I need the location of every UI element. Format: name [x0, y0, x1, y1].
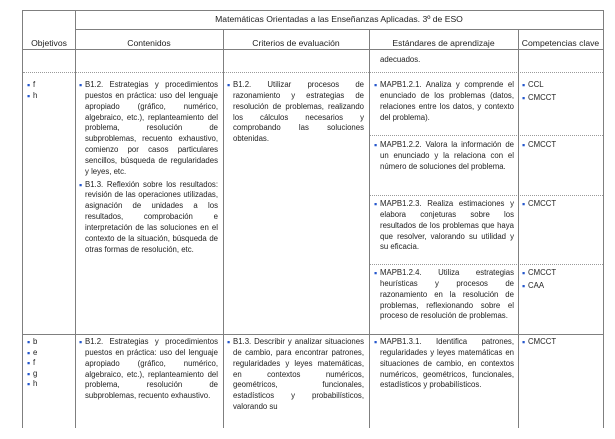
row1-competencias-1 — [522, 80, 598, 104]
list-item: ▪ CMCCT — [522, 92, 557, 103]
list-item: ▪ MAPB1.3.1. Identifica patrones, regularidades y leyes matemáticas en situaciones de cambio, en contextos numéricos, geométricos, funcionales, estadísticos y probabilísticos. — [374, 337, 514, 390]
list-item: ▪ g — [27, 368, 38, 379]
list-item: ▪ MAPB1.2.3. Realiza estimaciones y elabora conjeturas sobre los resultados de los problemas que haya que resolver, valorando su utilidad y su eficacia. — [374, 199, 514, 252]
bullet-icon: ▪ — [522, 337, 526, 347]
bullet-icon: ▪ — [522, 199, 526, 209]
list-item: ▪ CAA — [522, 280, 545, 291]
title-divider — [75, 29, 603, 30]
row1-estandar-2 — [374, 140, 514, 173]
bullet-icon: ▪ — [27, 337, 31, 347]
header-competencias: Competencias clave — [521, 38, 600, 48]
standard-divider — [369, 195, 603, 196]
row2-competencias — [522, 337, 598, 348]
standard-divider — [369, 264, 603, 265]
row1-contenidos — [79, 80, 218, 256]
list-item: ▪ h — [27, 90, 38, 101]
bullet-icon: ▪ — [522, 92, 526, 103]
bullet-icon: ▪ — [522, 280, 526, 291]
list-item: ▪ f — [27, 80, 36, 90]
bullet-icon: ▪ — [374, 80, 378, 90]
bullet-icon: ▪ — [79, 80, 83, 90]
list-item: ▪ CCL — [522, 80, 544, 90]
row1-competencias-3 — [522, 199, 598, 210]
list-item: ▪ CMCCT — [522, 337, 557, 347]
list-item: ▪ B1.2. Estrategias y procedimientos puestos en práctica: uso del lenguaje apropiado (gráfico, numérico, algebraico, etc.), replanteamiento del problema, resolución de subproblemas, recuento exhaustivo. — [79, 337, 218, 401]
bullet-icon: ▪ — [79, 337, 83, 347]
curriculum-table — [22, 10, 604, 428]
row2-objetivos — [27, 337, 69, 390]
bullet-icon: ▪ — [522, 80, 526, 90]
list-item: ▪ MAPB1.2.4. Utiliza estrategias heurísticas y procesos de razonamiento en la resolución de problemas, reflexionando sobre el proceso de resolución de problemas. — [374, 268, 514, 321]
column-divider — [369, 29, 370, 428]
bullet-icon: ▪ — [374, 140, 378, 150]
list-item: ▪ CMCCT — [522, 140, 557, 150]
bullet-icon: ▪ — [374, 199, 378, 209]
row2-criterio — [227, 337, 364, 413]
row1-criterio — [227, 80, 364, 145]
row1-estandar-3 — [374, 199, 514, 253]
header-criterios: Criterios de evaluación — [252, 38, 340, 48]
bullet-icon: ▪ — [522, 140, 526, 150]
bullet-icon: ▪ — [27, 379, 31, 390]
list-item: ▪ b — [27, 337, 38, 347]
header-objetivos: Objetivos — [31, 38, 67, 48]
table-top-border — [23, 10, 603, 11]
list-item: ▪ B1.2. Utilizar procesos de razonamiento y estrategias de resolución de problemas, realizando los cálculos necesarios y comprobando las soluciones obtenidas. — [227, 80, 364, 144]
carry-over-text: adecuados. — [380, 55, 421, 64]
bullet-icon: ▪ — [27, 358, 31, 369]
header-contenidos: Contenidos — [127, 38, 171, 48]
list-item: ▪ B1.3. Describir y analizar situaciones de cambio, para encontrar patrones, regularidades y leyes matemáticas, en contextos numéricos, geométricos, funcionales, estadísticos y probabilísticos, valorando su — [227, 337, 364, 412]
list-item: ▪ f — [27, 358, 36, 369]
header-divider — [23, 49, 603, 50]
row2-contenido — [79, 337, 218, 402]
bullet-icon: ▪ — [374, 337, 378, 347]
row-divider — [23, 72, 603, 73]
column-divider — [75, 10, 76, 428]
row1-competencias-2 — [522, 140, 598, 151]
column-divider — [518, 29, 519, 428]
bullet-icon: ▪ — [522, 268, 526, 278]
list-item: ▪ B1.3. Reflexión sobre los resultados: revisión de las operaciones utilizadas, asignación de unidades a los resultados, comprobación e interpretación de las soluciones en el contexto de la situación, búsqueda de otras formas de resolución, etc. — [79, 179, 218, 254]
list-item: ▪ e — [27, 347, 38, 358]
column-divider — [223, 29, 224, 428]
row1-estandar-1 — [374, 80, 514, 123]
list-item: ▪ B1.2. Estrategias y procedimientos puestos en práctica: uso del lenguaje apropiado (gráfico, numérico, algebraico, etc.), replanteamiento del problema, resolución de subproblemas, recuento exhaustivo, comienzo por casos particulares sencillos, búsqueda de regularidades y leyes, etc. — [79, 80, 218, 176]
bullet-icon: ▪ — [79, 179, 83, 190]
list-item: ▪ h — [27, 379, 38, 390]
bullet-icon: ▪ — [227, 80, 231, 90]
row1-competencias-4 — [522, 268, 598, 292]
list-item: ▪ MAPB1.2.2. Valora la información de un enunciado y la relaciona con el número de soluciones del problema. — [374, 140, 514, 171]
table-title: Matemáticas Orientadas a las Enseñanzas Aplicadas. 3º de ESO — [215, 14, 463, 24]
row-divider — [23, 334, 603, 335]
list-item: ▪ CMCCT — [522, 268, 557, 278]
bullet-icon: ▪ — [27, 368, 31, 379]
standard-divider — [369, 135, 603, 136]
row1-objetivos — [27, 80, 69, 102]
bullet-icon: ▪ — [227, 337, 231, 347]
bullet-icon: ▪ — [27, 80, 31, 90]
list-item: ▪ MAPB1.2.1. Analiza y comprende el enunciado de los problemas (datos, relaciones entre los datos, y contexto del problema). — [374, 80, 514, 122]
header-estandares: Estándares de aprendizaje — [392, 38, 495, 48]
bullet-icon: ▪ — [374, 268, 378, 278]
bullet-icon: ▪ — [27, 347, 31, 358]
bullet-icon: ▪ — [27, 90, 31, 101]
list-item: ▪ CMCCT — [522, 199, 557, 209]
row1-estandar-4 — [374, 268, 514, 322]
row2-estandar — [374, 337, 514, 391]
